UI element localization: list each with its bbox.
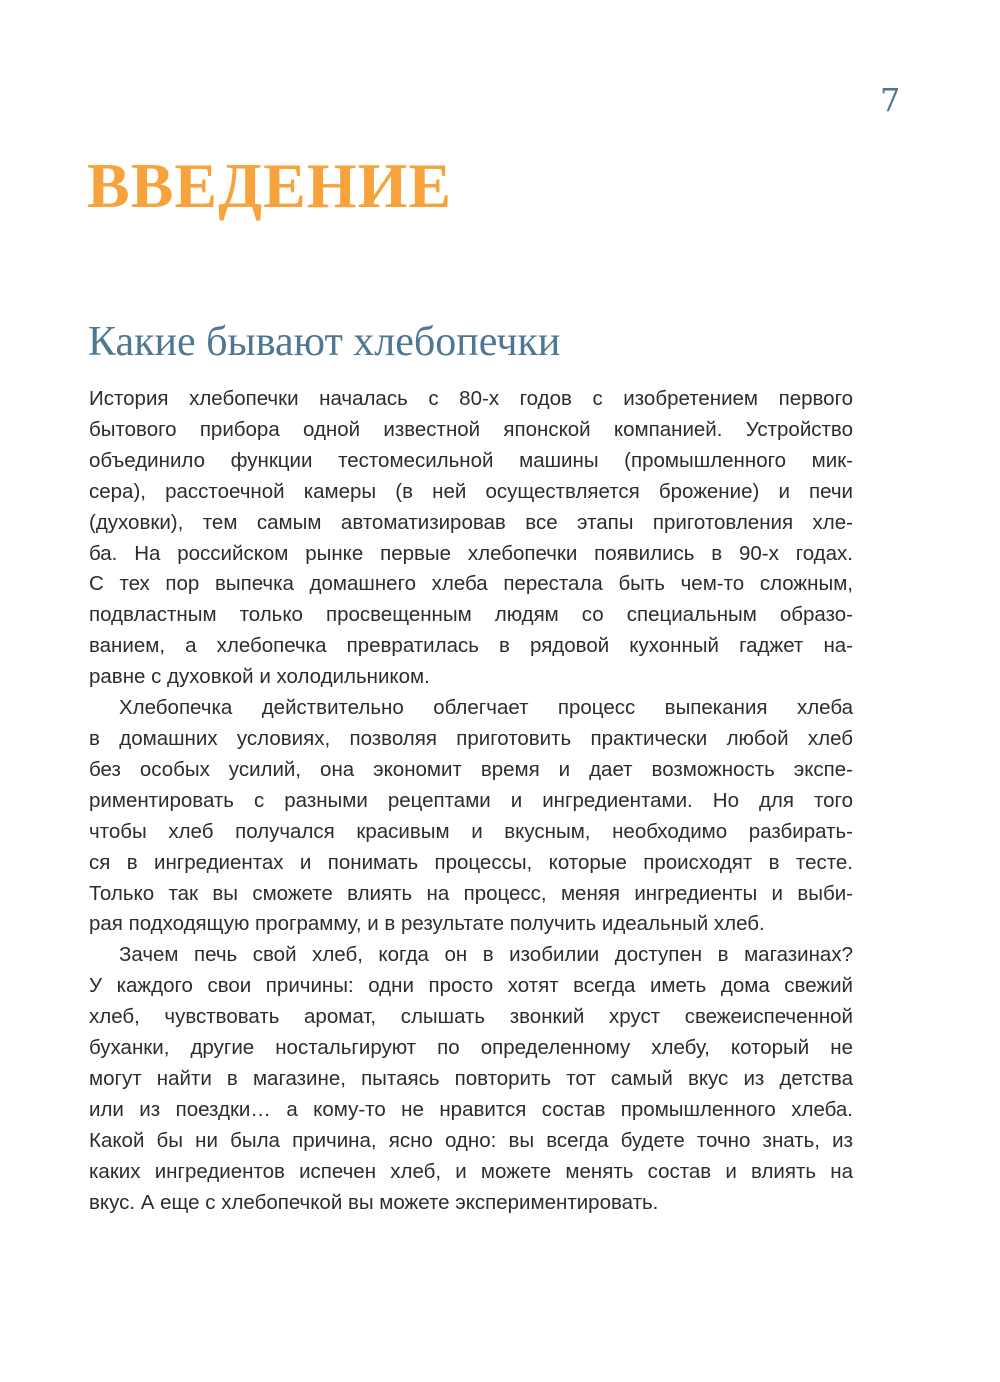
text-line: Хлебопечка действительно облегчает процесс выпекания хлеба: [119, 696, 853, 720]
paragraph-2: [89, 693, 853, 940]
text-line: подвластным только просвещенным людям со специальным образо-: [89, 603, 853, 627]
text-line: риментировать с разными рецептами и ингредиентами. Но для того: [89, 788, 853, 812]
text-line: ванием, а хлебопечка превратилась в рядовой кухонный гаджет на-: [89, 634, 853, 658]
text-line: могут найти в магазине, пытаясь повторить тот самый вкус из детства: [89, 1066, 853, 1090]
text-line: вкус. А еще с хлебопечкой вы можете экспериментировать.: [89, 1190, 659, 1214]
text-line: ся в ингредиентах и понимать процессы, которые происходят в тесте.: [89, 850, 853, 874]
text-line: (духовки), тем самым автоматизировав все этапы приготовления хле-: [89, 510, 853, 534]
section-title: Какие бывают хлебопечки: [88, 319, 561, 365]
text-line: или из поездки… а кому-то не нравится состав промышленного хлеба.: [89, 1097, 853, 1121]
text-line: У каждого свои причины: одни просто хотят всегда иметь дома свежий: [89, 974, 853, 998]
text-line: объединило функции тестомесильной машины (промышленного мик-: [89, 448, 853, 472]
text-line: ба. На российском рынке первые хлебопечки появились в 90-х годах.: [89, 541, 853, 565]
text-line: История хлебопечки началась с 80-х годов с изобретением первого: [89, 387, 853, 410]
text-line: рая подходящую программу, и в результате получить идеальный хлеб.: [89, 912, 765, 936]
chapter-title: ВВЕДЕНИЕ: [87, 150, 453, 221]
text-line: буханки, другие ностальгируют по определенному хлебу, который не: [89, 1036, 853, 1060]
text-line: хлеб, чувствовать аромат, слышать звонкий хруст свежеиспеченной: [89, 1005, 853, 1029]
text-line: чтобы хлеб получался красивым и вкусным, необходимо разбирать-: [89, 819, 853, 843]
text-line: Только так вы сможете влиять на процесс, меняя ингредиенты и выби-: [89, 881, 853, 905]
text-line: без особых усилий, она экономит время и дает возможность экспе-: [89, 757, 853, 781]
text-line: Зачем печь свой хлеб, когда он в изобилии доступен в магазинах?: [119, 943, 853, 967]
text-line: сера), расстоечной камеры (в ней осуществляется брожение) и печи: [89, 479, 853, 503]
text-line: каких ингредиентов испечен хлеб, и можете менять состав и влиять на: [89, 1159, 853, 1183]
page-number: 7: [880, 81, 901, 119]
text-line: Какой бы ни была причина, ясно одно: вы всегда будете точно знать, из: [89, 1128, 853, 1152]
paragraph-1: [89, 384, 853, 693]
text-line: С тех пор выпечка домашнего хлеба перестала быть чем-то сложным,: [89, 572, 853, 596]
text-line: равне с духовкой и холодильником.: [89, 665, 430, 689]
text-line: бытового прибора одной известной японской компанией. Устройство: [89, 417, 853, 441]
text-line: в домашних условиях, позволяя приготовить практически любой хлеб: [89, 726, 853, 750]
body-text: [89, 384, 853, 1218]
paragraph-3: [89, 940, 853, 1218]
